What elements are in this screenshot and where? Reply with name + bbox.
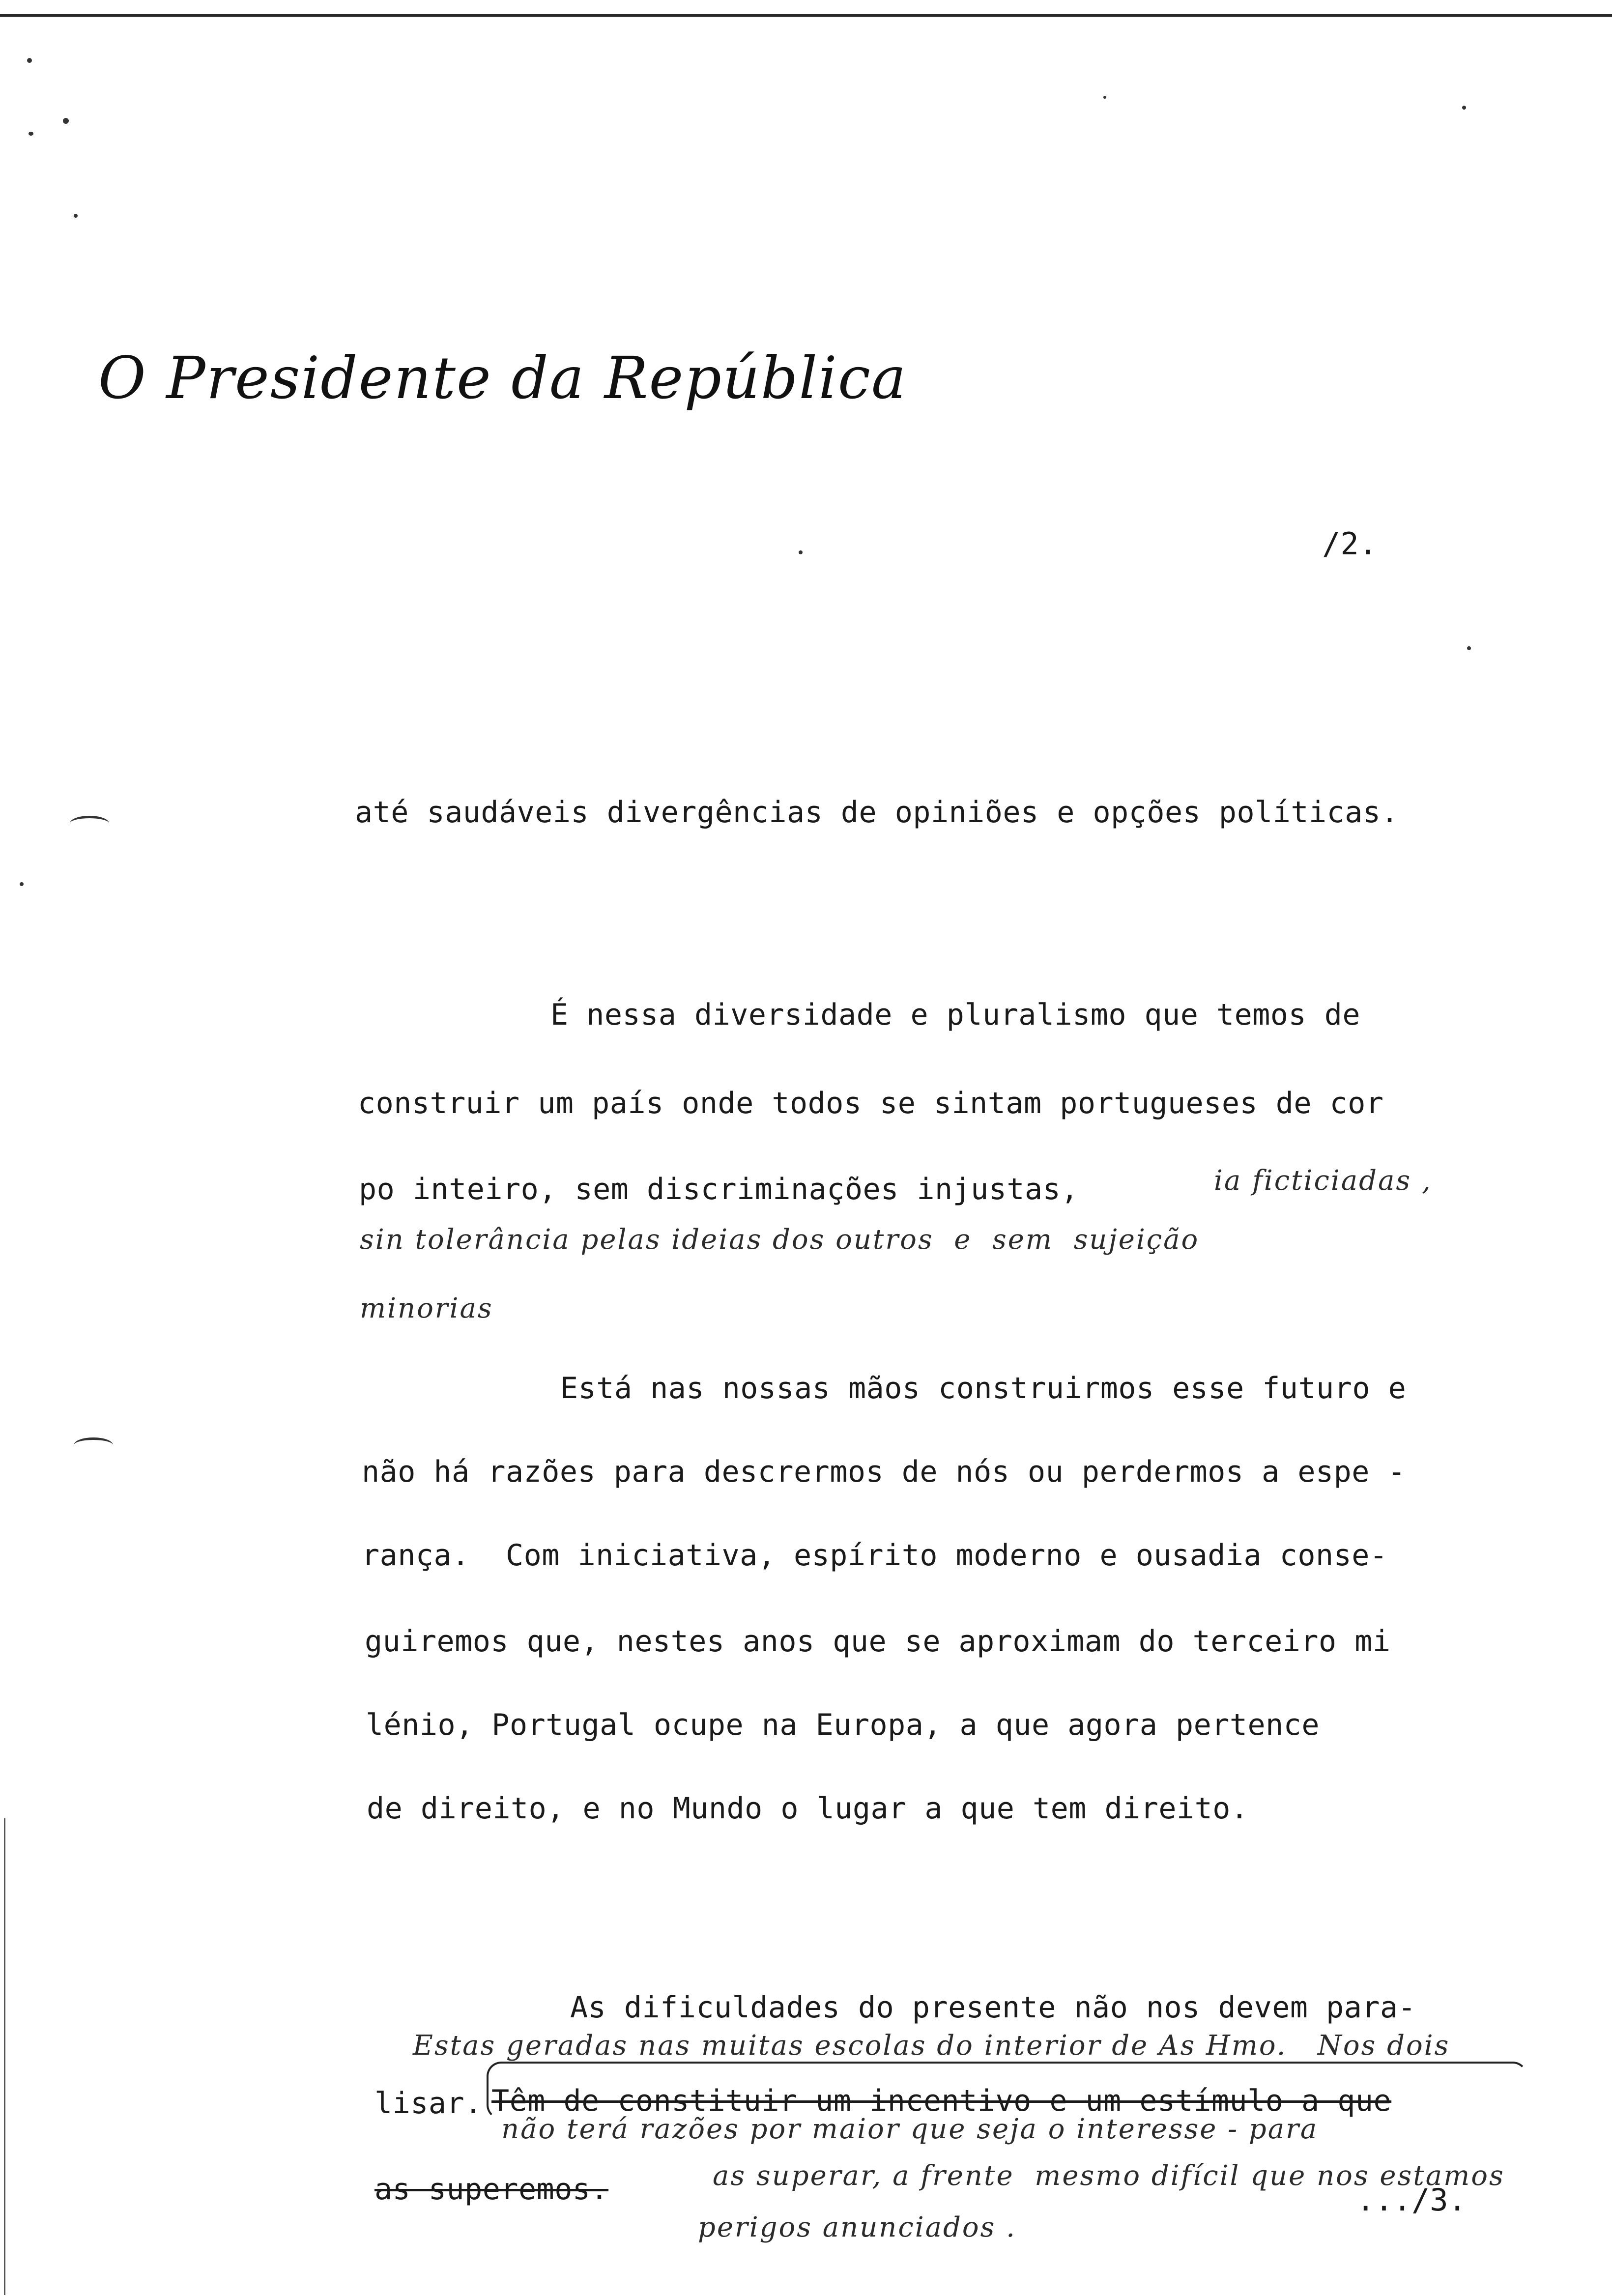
struck-sentence-part1: Têm de constituir um incentivo e um estímulo a que — [491, 2084, 1392, 2118]
handwritten-note-4: Estas geradas nas muitas escolas do interior de As Hmo. Nos dois — [413, 2030, 1450, 2062]
margin-edge-line — [4, 1818, 5, 2295]
text-line-9: lénio, Portugal ocupe na Europa, a que agora pertence — [366, 1708, 1320, 1742]
text-line-5: Está nas nossas mãos construirmos esse futuro e — [560, 1371, 1407, 1406]
scan-speck — [1103, 96, 1106, 99]
margin-mark — [70, 816, 109, 831]
handwritten-note-2: sin tolerância pelas ideias dos outros e sem sujeição — [360, 1224, 1200, 1256]
handwritten-note-5: não terá razões por maior que seja o interesse - para — [501, 2113, 1319, 2145]
text-line-12: lisar. — [374, 2086, 483, 2121]
text-line-10: de direito, e no Mundo o lugar a que tem direito. — [367, 1791, 1249, 1826]
handwritten-note-7: perigos anunciados . — [698, 2211, 1016, 2243]
text-line-7: rança. Com iniciativa, espírito moderno e ousadia conse- — [362, 1538, 1388, 1573]
scan-speck — [29, 132, 33, 136]
struck-sentence-part2: as superemos. — [374, 2172, 609, 2207]
text-line-6: não há razões para descrermos de nós ou perdermos a espe - — [362, 1455, 1406, 1489]
scan-speck — [1467, 646, 1471, 650]
page-number: /2. — [1322, 526, 1377, 562]
margin-mark — [74, 1437, 113, 1453]
handwritten-note-1: ia ficticiadas , — [1214, 1165, 1432, 1197]
text-line-4: po inteiro, sem discriminações injustas, — [359, 1172, 1079, 1206]
text-line-2: É nessa diversidade e pluralismo que temos de — [550, 998, 1361, 1032]
handwritten-note-6: as superar, a frente mesmo difícil que nos estamos — [713, 2160, 1505, 2192]
text-line-11: As dificuldades do presente não nos devem para- — [570, 1990, 1416, 2025]
letterhead-title: O Presidente da República — [98, 344, 907, 412]
text-line-8: guiremos que, nestes anos que se aproximam do terceiro mi — [365, 1624, 1391, 1659]
insertion-bracket — [487, 2062, 1527, 2120]
next-page-reference: .../3. — [1356, 2182, 1467, 2218]
scan-speck — [20, 882, 24, 886]
scan-speck — [74, 214, 78, 218]
scan-speck — [27, 58, 32, 63]
scan-speck — [63, 118, 69, 124]
text-line-3: construir um país onde todos se sintam portugueses de cor — [358, 1086, 1384, 1120]
text-line-1: até saudáveis divergências de opiniões e opções políticas. — [355, 795, 1399, 830]
scan-speck — [799, 550, 803, 554]
top-rule — [0, 14, 1612, 17]
handwritten-note-3: minorias — [360, 1292, 493, 1324]
scan-speck — [1462, 106, 1466, 110]
